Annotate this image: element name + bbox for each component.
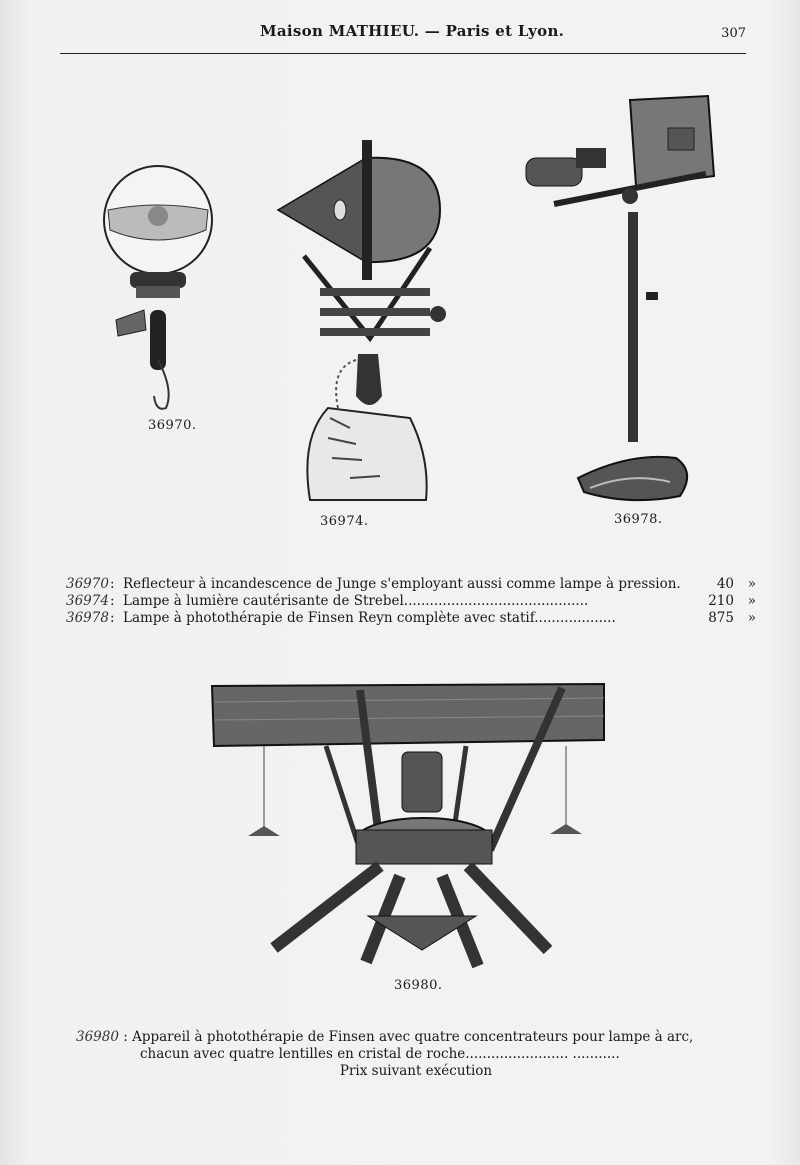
bulb-lamp-illustration (96, 160, 226, 420)
figure-36974 (270, 138, 480, 528)
figure-36980 (210, 680, 610, 1000)
item-ref: 36970 (66, 576, 109, 592)
item-price: 875 (708, 610, 734, 626)
figure-36978 (520, 92, 730, 532)
price-list (66, 576, 766, 627)
item-ref: 36978 (66, 610, 109, 626)
bottom-line-1: 36980 : Appareil à photothérapie de Finsen avec quatre concentrateurs pour lampe à arc, (76, 1029, 694, 1045)
item-mark: » (747, 610, 756, 626)
list-item: 36970: Reflecteur à incandescence de Junge s'employant aussi comme lampe à pression. 40 » (66, 576, 756, 592)
list-item: 36974: Lampe à lumière cautérisante de Strebel........................................... 210 » (66, 593, 756, 609)
item-description: Lampe à lumière cautérisante de Strebel........................................... (123, 593, 589, 609)
item-price: 210 (708, 593, 734, 609)
item-mark: » (747, 576, 756, 592)
page-number: 307 (721, 26, 746, 41)
item-description: Lampe à photothérapie de Finsen Reyn complète avec statif................... (123, 610, 616, 626)
header-title: Maison MATHIEU. — Paris et Lyon. (260, 22, 565, 40)
header-rule (60, 53, 746, 54)
bottom-description (76, 1029, 736, 1080)
item-price: 40 (716, 576, 734, 592)
finsen-apparatus-illustration (210, 680, 610, 970)
bottom-text-line2: chacun avec quatre lentilles en cristal de roche........................ ........... (140, 1046, 620, 1062)
bottom-line-3 (76, 1063, 696, 1080)
bottom-text-line3: Prix suivant exécution (339, 1063, 493, 1079)
figure-label: 36974. (320, 514, 369, 529)
page-header (0, 22, 800, 52)
figure-label: 36980. (394, 978, 443, 993)
list-item: 36978: Lampe à photothérapie de Finsen Reyn complète avec statif................... 875 » (66, 610, 756, 626)
cauterizing-lamp-illustration (270, 138, 480, 508)
figure-label: 36970. (148, 418, 197, 433)
bottom-text-line1: Appareil à photothérapie de Finsen avec quatre concentrateurs pour lampe à arc, (132, 1029, 694, 1045)
figure-label: 36978. (614, 512, 663, 527)
bottom-line-2 (76, 1046, 736, 1063)
item-mark: » (747, 593, 756, 609)
item-description: Reflecteur à incandescence de Junge s'employant aussi comme lampe à pression. (123, 576, 681, 592)
finsen-reyn-lamp-illustration (520, 92, 730, 512)
item-ref: 36974 (66, 593, 109, 609)
figure-36970 (96, 160, 226, 433)
bottom-ref: 36980 (76, 1029, 119, 1045)
